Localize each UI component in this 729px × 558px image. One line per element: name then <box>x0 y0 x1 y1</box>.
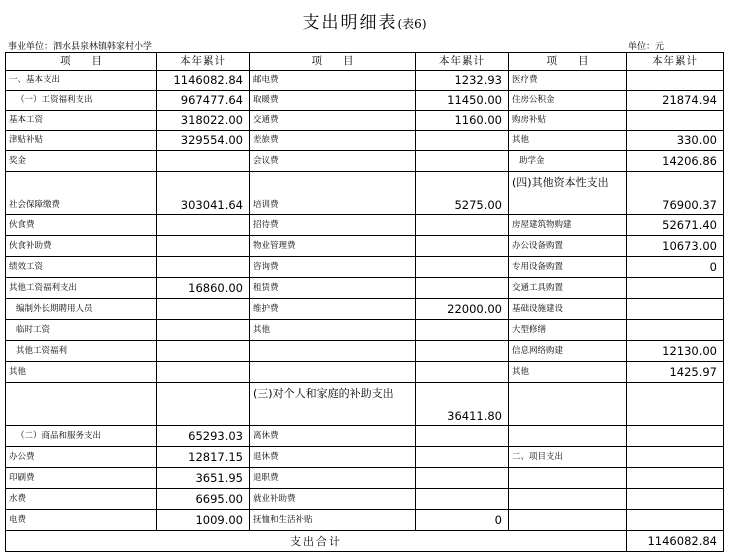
unit-name: 事业单位：泗水县泉林镇韩家村小学 <box>8 42 153 52</box>
cell-amount <box>416 489 509 510</box>
cell-item: 取暖费 <box>250 91 416 111</box>
cell-item: 水费 <box>6 489 157 510</box>
cell-item: 电费 <box>6 510 157 531</box>
cell-item: 交通费 <box>250 111 416 131</box>
cell-amount: 11450.00 <box>416 91 509 111</box>
expenditure-table <box>5 52 724 552</box>
cell-item: 其他工资福利支出 <box>6 278 157 299</box>
cell-amount <box>416 131 509 151</box>
cell-amount <box>157 151 250 172</box>
cell-item: 社会保障缴费 <box>6 172 157 215</box>
cell-item <box>509 489 627 510</box>
cell-amount: 0 <box>627 257 724 278</box>
cell-item: 其他 <box>509 362 627 383</box>
cell-item: 绩效工资 <box>6 257 157 278</box>
table-row <box>6 257 724 278</box>
cell-item: 维护费 <box>250 299 416 320</box>
cell-item: 医疗费 <box>509 71 627 91</box>
column-header: 本年累计 <box>157 53 250 71</box>
table-row <box>6 426 724 447</box>
cell-amount <box>416 320 509 341</box>
cell-amount <box>416 236 509 257</box>
column-header: 本年累计 <box>416 53 509 71</box>
cell-item: (四)其他资本性支出 <box>509 172 627 215</box>
table-row <box>6 362 724 383</box>
cell-amount <box>627 426 724 447</box>
total-label: 支出合计 <box>6 531 627 552</box>
cell-item: 伙食补助费 <box>6 236 157 257</box>
cell-item: （二）商品和服务支出 <box>6 426 157 447</box>
cell-item <box>509 383 627 426</box>
table-row <box>6 447 724 468</box>
table-row <box>6 341 724 362</box>
cell-item: 邮电费 <box>250 71 416 91</box>
cell-item: 专用设备购置 <box>509 257 627 278</box>
cell-item: 购房补贴 <box>509 111 627 131</box>
table-row <box>6 278 724 299</box>
cell-amount <box>416 341 509 362</box>
cell-amount <box>157 215 250 236</box>
cell-item: 其他工资福利 <box>6 341 157 362</box>
cell-item: 会议费 <box>250 151 416 172</box>
table-row <box>6 299 724 320</box>
title-subtitle: (表6) <box>397 17 427 31</box>
cell-amount: 12817.15 <box>157 447 250 468</box>
table-row <box>6 172 724 215</box>
cell-amount: 3651.95 <box>157 468 250 489</box>
cell-amount: 14206.86 <box>627 151 724 172</box>
table-row <box>6 151 724 172</box>
cell-amount: 329554.00 <box>157 131 250 151</box>
cell-amount: 65293.03 <box>157 426 250 447</box>
total-row <box>6 531 724 552</box>
cell-amount <box>627 447 724 468</box>
table-row <box>6 111 724 131</box>
cell-amount: 16860.00 <box>157 278 250 299</box>
cell-item: 临时工资 <box>6 320 157 341</box>
cell-amount <box>627 489 724 510</box>
cell-item: 住房公积金 <box>509 91 627 111</box>
cell-amount <box>627 320 724 341</box>
cell-amount <box>157 383 250 426</box>
cell-item: 物业管理费 <box>250 236 416 257</box>
cell-amount <box>627 299 724 320</box>
cell-amount <box>157 236 250 257</box>
cell-amount: 1160.00 <box>416 111 509 131</box>
cell-item: 培训费 <box>250 172 416 215</box>
cell-amount <box>416 468 509 489</box>
cell-amount: 22000.00 <box>416 299 509 320</box>
cell-item: 信息网络购建 <box>509 341 627 362</box>
column-header: 项 目 <box>6 53 157 71</box>
cell-amount <box>416 257 509 278</box>
cell-amount: 52671.40 <box>627 215 724 236</box>
table-row <box>6 383 724 426</box>
cell-item: 其他 <box>509 131 627 151</box>
cell-amount: 1009.00 <box>157 510 250 531</box>
cell-amount: 6695.00 <box>157 489 250 510</box>
cell-item: 伙食费 <box>6 215 157 236</box>
cell-item: 招待费 <box>250 215 416 236</box>
cell-amount <box>157 341 250 362</box>
cell-amount: 967477.64 <box>157 91 250 111</box>
cell-amount: 318022.00 <box>157 111 250 131</box>
cell-amount: 12130.00 <box>627 341 724 362</box>
cell-item: 租赁费 <box>250 278 416 299</box>
cell-item: 津贴补贴 <box>6 131 157 151</box>
cell-item: 其他 <box>250 320 416 341</box>
cell-amount: 1146082.84 <box>157 71 250 91</box>
table-row <box>6 320 724 341</box>
cell-amount <box>416 426 509 447</box>
cell-item: 咨询费 <box>250 257 416 278</box>
cell-item: 奖金 <box>6 151 157 172</box>
table-header-row <box>6 53 724 71</box>
currency-unit: 单位：元 <box>628 42 665 52</box>
cell-amount: 303041.64 <box>157 172 250 215</box>
cell-amount <box>416 151 509 172</box>
cell-item: 助学金 <box>509 151 627 172</box>
cell-amount: 76900.37 <box>627 172 724 215</box>
cell-amount <box>157 362 250 383</box>
cell-item: 一、基本支出 <box>6 71 157 91</box>
cell-amount <box>627 468 724 489</box>
table-row <box>6 131 724 151</box>
cell-item: 差旅费 <box>250 131 416 151</box>
cell-amount <box>416 362 509 383</box>
column-header: 项 目 <box>509 53 627 71</box>
cell-amount: 5275.00 <box>416 172 509 215</box>
column-header: 本年累计 <box>627 53 724 71</box>
column-header: 项 目 <box>250 53 416 71</box>
cell-item: 就业补助费 <box>250 489 416 510</box>
total-value: 1146082.84 <box>627 531 724 552</box>
cell-amount <box>627 510 724 531</box>
table-row <box>6 91 724 111</box>
cell-item <box>509 426 627 447</box>
cell-item: 离休费 <box>250 426 416 447</box>
table-row <box>6 510 724 531</box>
cell-item <box>509 510 627 531</box>
cell-item: 抚恤和生活补贴 <box>250 510 416 531</box>
cell-amount <box>157 320 250 341</box>
cell-amount: 0 <box>416 510 509 531</box>
cell-amount: 1232.93 <box>416 71 509 91</box>
cell-amount: 1425.97 <box>627 362 724 383</box>
title-text: 支出明细表 <box>302 13 398 33</box>
cell-item: 二、项目支出 <box>509 447 627 468</box>
cell-item <box>250 341 416 362</box>
cell-item: 编制外长期聘用人员 <box>6 299 157 320</box>
cell-item: （一）工资福利支出 <box>6 91 157 111</box>
cell-item: 交通工具购置 <box>509 278 627 299</box>
cell-amount: 36411.80 <box>416 383 509 426</box>
cell-amount: 330.00 <box>627 131 724 151</box>
cell-item: 大型修缮 <box>509 320 627 341</box>
cell-amount <box>416 278 509 299</box>
cell-amount <box>416 447 509 468</box>
cell-amount <box>627 71 724 91</box>
page-title <box>0 8 729 33</box>
cell-amount <box>627 383 724 426</box>
cell-item: 退职费 <box>250 468 416 489</box>
cell-amount: 21874.94 <box>627 91 724 111</box>
cell-item: 其他 <box>6 362 157 383</box>
cell-amount <box>627 111 724 131</box>
cell-item <box>6 383 157 426</box>
cell-item: 基础设施建设 <box>509 299 627 320</box>
table-row <box>6 468 724 489</box>
cell-item: 办公设备购置 <box>509 236 627 257</box>
cell-item: 基本工资 <box>6 111 157 131</box>
cell-amount <box>157 257 250 278</box>
cell-amount <box>627 278 724 299</box>
cell-item <box>250 362 416 383</box>
cell-amount <box>157 299 250 320</box>
cell-amount <box>416 215 509 236</box>
cell-item: 办公费 <box>6 447 157 468</box>
cell-item: 印刷费 <box>6 468 157 489</box>
table-row <box>6 215 724 236</box>
cell-item: (三)对个人和家庭的补助支出 <box>250 383 416 426</box>
cell-item: 房屋建筑物购建 <box>509 215 627 236</box>
cell-item: 退休费 <box>250 447 416 468</box>
table-row <box>6 236 724 257</box>
table-row <box>6 71 724 91</box>
cell-item <box>509 468 627 489</box>
table-row <box>6 489 724 510</box>
cell-amount: 10673.00 <box>627 236 724 257</box>
